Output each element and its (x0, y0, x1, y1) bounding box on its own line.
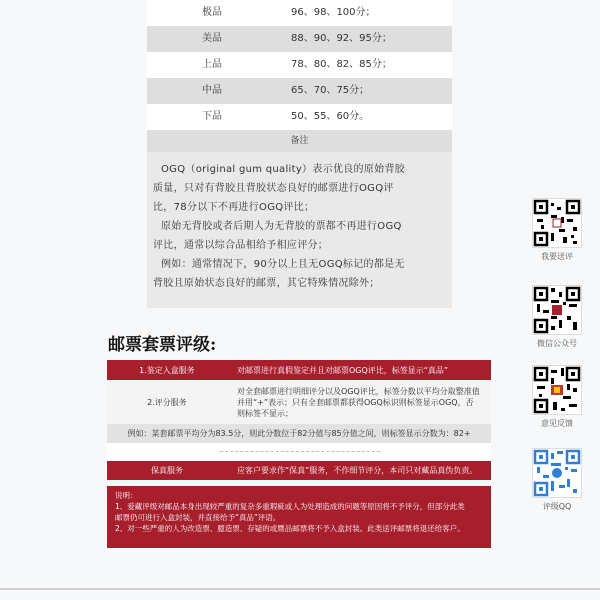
service-example (107, 424, 491, 443)
example-text: 例如：某套邮票平均分为83.5分，则此分数位于82分值与85分值之间，则标签显示分数为：82+ (127, 429, 471, 438)
notes-line: 2、对一些严重的人为改造票、臆造票、存疑的或赝品邮票将不予入盒封装。此类送评邮票将退还给客户。 (115, 524, 465, 533)
qr-item[interactable] (528, 448, 586, 512)
service-desc (227, 380, 491, 424)
qr-code-icon[interactable] (532, 365, 582, 415)
qr-label: 微信公众号 (537, 339, 577, 348)
service-desc-line: 对全套邮票进行明细评分以及OGQ评比，标签分数以平均分取整准值 (237, 386, 480, 396)
grade-name: 极品 (202, 7, 222, 18)
grade-row (147, 52, 452, 78)
grade-row (147, 26, 452, 52)
service-name: 保真服务 (107, 461, 227, 480)
grade-row (147, 104, 452, 130)
service-name: 2.评分服务 (107, 380, 227, 424)
notes-box (107, 486, 491, 548)
qr-label: 意见反馈 (541, 419, 573, 428)
footer-divider (0, 588, 600, 590)
grade-name: 中品 (202, 85, 222, 96)
divider (220, 451, 380, 452)
qr-item[interactable] (528, 365, 586, 429)
note-line: OGQ（original gum quality）表示优良的原始背胶 (161, 164, 406, 175)
service-row (107, 461, 491, 480)
notes-line: 1、爱藏评级对邮品本身出现较严重的复杂多重瑕疵或人为处理造成的问题等原因将不予评分，但部分此类 (115, 502, 465, 511)
grade-scores: 88、90、92、95分； (291, 33, 392, 44)
grade-row (147, 0, 452, 26)
grade-name: 美品 (202, 33, 222, 44)
section-heading: 邮票套票评级: (108, 335, 217, 355)
note-line: 例如：通常情况下，90分以上且无OGQ标记的都是无 (161, 259, 405, 270)
grade-table (147, 0, 452, 130)
grade-scores: 78、80、82、85分； (291, 59, 392, 70)
qr-code-icon[interactable] (532, 448, 582, 498)
service-desc-line: 则标签不显示； (237, 408, 293, 418)
service-row (107, 360, 491, 380)
service-row (107, 380, 491, 424)
grade-name: 上品 (202, 59, 222, 70)
grade-name: 下品 (202, 111, 222, 122)
qr-label: 我要送评 (541, 252, 573, 261)
note-line: 比，78分以下不再进行OGQ评比； (153, 202, 315, 213)
note-heading: 备注 (147, 130, 452, 152)
qr-code-icon[interactable] (532, 285, 582, 335)
grade-scores: 65、70、75分； (291, 85, 370, 96)
notes-line: 说明： (115, 491, 138, 500)
service-desc: 应客户要求作“保真”服务，不作细节评分，本司只对藏品真伪负责。 (227, 461, 491, 480)
spacer (107, 443, 491, 461)
note-line: 原始无背胶或者后期人为无背胶的票都不再进行OGQ (161, 221, 402, 232)
qr-item[interactable] (528, 285, 586, 349)
note-line: 质量，只对有背胶且背胶状态良好的邮票进行OGQ评 (153, 183, 394, 194)
grade-scores: 96、98、100分； (291, 7, 376, 18)
service-name: 1.鉴定入盒服务 (107, 360, 227, 380)
note-line: 背胶且原始状态良好的邮票，其它特殊情况除外； (153, 278, 380, 289)
qr-code-icon[interactable] (532, 198, 582, 248)
qr-item[interactable] (528, 198, 586, 262)
note-body (147, 152, 452, 308)
note-line: 评比，通常以综合品相给予相应评分； (153, 240, 329, 251)
notes-line: 邮票仍可进行入盒封装，并直接给予“真品”评语。 (115, 513, 281, 522)
grade-scores: 50、55、60分。 (291, 111, 370, 122)
service-desc: 对邮票进行真假鉴定并且对邮票OGQ评比，标签显示“真品” (227, 360, 491, 380)
grade-row (147, 78, 452, 104)
qr-label: 评级QQ (542, 502, 572, 511)
service-desc-line: 并用“+”表示；只有全套邮票都获得OGQ标识则标签显示OGQ，否 (237, 397, 474, 407)
